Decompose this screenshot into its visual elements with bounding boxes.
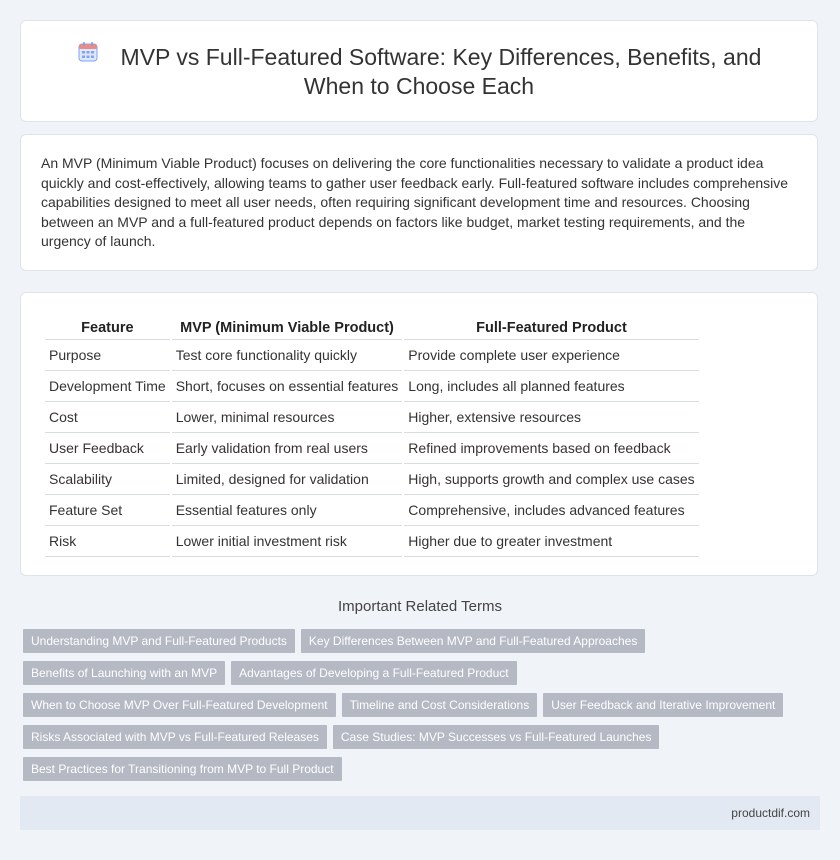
tag-row bbox=[23, 661, 803, 693]
table-row bbox=[45, 402, 699, 433]
intro-paragraph: An MVP (Minimum Viable Product) focuses on delivering the core functionalities necessary to validate a product idea quickly and cost-effectively, allowing teams to gather user feedback early. Full-featured software includes comprehensive capabilities designed to meet all user needs, often requiring significant development time and resources. Choosing between an MVP and a full-featured product depends on factors like budget, market testing requirements, and the urgency of launch. bbox=[41, 155, 789, 249]
related-tag[interactable]: Advantages of Developing a Full-Featured Product bbox=[231, 661, 517, 685]
related-tag[interactable]: Timeline and Cost Considerations bbox=[342, 693, 538, 717]
table-row bbox=[45, 464, 699, 495]
related-tag[interactable]: Key Differences Between MVP and Full-Featured Approaches bbox=[301, 629, 645, 653]
table-row bbox=[45, 371, 699, 402]
table-cell: Essential features only bbox=[172, 495, 403, 526]
intro-card bbox=[20, 134, 818, 271]
table-row bbox=[45, 340, 699, 371]
table-cell: Higher due to greater investment bbox=[404, 526, 698, 557]
title-wrap bbox=[21, 43, 817, 101]
footer bbox=[20, 796, 820, 830]
table-cell: Risk bbox=[45, 526, 170, 557]
related-tag[interactable]: Risks Associated with MVP vs Full-Featured Releases bbox=[23, 725, 327, 749]
tag-row bbox=[23, 757, 803, 789]
page-title bbox=[61, 43, 777, 101]
table-row bbox=[45, 526, 699, 557]
related-tag[interactable]: Benefits of Launching with an MVP bbox=[23, 661, 225, 685]
header-full: Full-Featured Product bbox=[404, 315, 698, 340]
tag-row bbox=[23, 629, 803, 661]
related-tags bbox=[23, 629, 803, 789]
calendar-icon bbox=[77, 41, 99, 70]
table-cell: Lower initial investment risk bbox=[172, 526, 403, 557]
table-cell: Purpose bbox=[45, 340, 170, 371]
table-cell: Cost bbox=[45, 402, 170, 433]
table-cell: Provide complete user experience bbox=[404, 340, 698, 371]
table-cell: Lower, minimal resources bbox=[172, 402, 403, 433]
comparison-card bbox=[20, 292, 818, 576]
related-tag[interactable]: Understanding MVP and Full-Featured Products bbox=[23, 629, 295, 653]
table-cell: Comprehensive, includes advanced features bbox=[404, 495, 698, 526]
table-cell: Feature Set bbox=[45, 495, 170, 526]
table-cell: Test core functionality quickly bbox=[172, 340, 403, 371]
table-row bbox=[45, 433, 699, 464]
table-cell: Scalability bbox=[45, 464, 170, 495]
table-cell: Limited, designed for validation bbox=[172, 464, 403, 495]
page-title-text: MVP vs Full-Featured Software: Key Differences, Benefits, and When to Choose Each bbox=[120, 44, 762, 99]
header-feature: Feature bbox=[45, 315, 170, 340]
table-cell: Long, includes all planned features bbox=[404, 371, 698, 402]
header-card bbox=[20, 20, 818, 122]
related-tag[interactable]: When to Choose MVP Over Full-Featured Development bbox=[23, 693, 336, 717]
table-cell: Higher, extensive resources bbox=[404, 402, 698, 433]
footer-site-link[interactable]: productdif.com bbox=[731, 806, 810, 820]
related-terms-title: Important Related Terms bbox=[338, 598, 502, 615]
table-cell: User Feedback bbox=[45, 433, 170, 464]
table-cell: Early validation from real users bbox=[172, 433, 403, 464]
comparison-table bbox=[43, 315, 701, 557]
table-header-row bbox=[45, 315, 699, 340]
table-cell: Short, focuses on essential features bbox=[172, 371, 403, 402]
table-cell: Refined improvements based on feedback bbox=[404, 433, 698, 464]
table-cell: Development Time bbox=[45, 371, 170, 402]
related-tag[interactable]: User Feedback and Iterative Improvement bbox=[543, 693, 783, 717]
related-tag[interactable]: Best Practices for Transitioning from MVP to Full Product bbox=[23, 757, 342, 781]
tag-row bbox=[23, 725, 803, 757]
tag-row bbox=[23, 693, 803, 725]
related-tag[interactable]: Case Studies: MVP Successes vs Full-Featured Launches bbox=[333, 725, 660, 749]
table-cell: High, supports growth and complex use cases bbox=[404, 464, 698, 495]
table-row bbox=[45, 495, 699, 526]
header-mvp: MVP (Minimum Viable Product) bbox=[172, 315, 403, 340]
